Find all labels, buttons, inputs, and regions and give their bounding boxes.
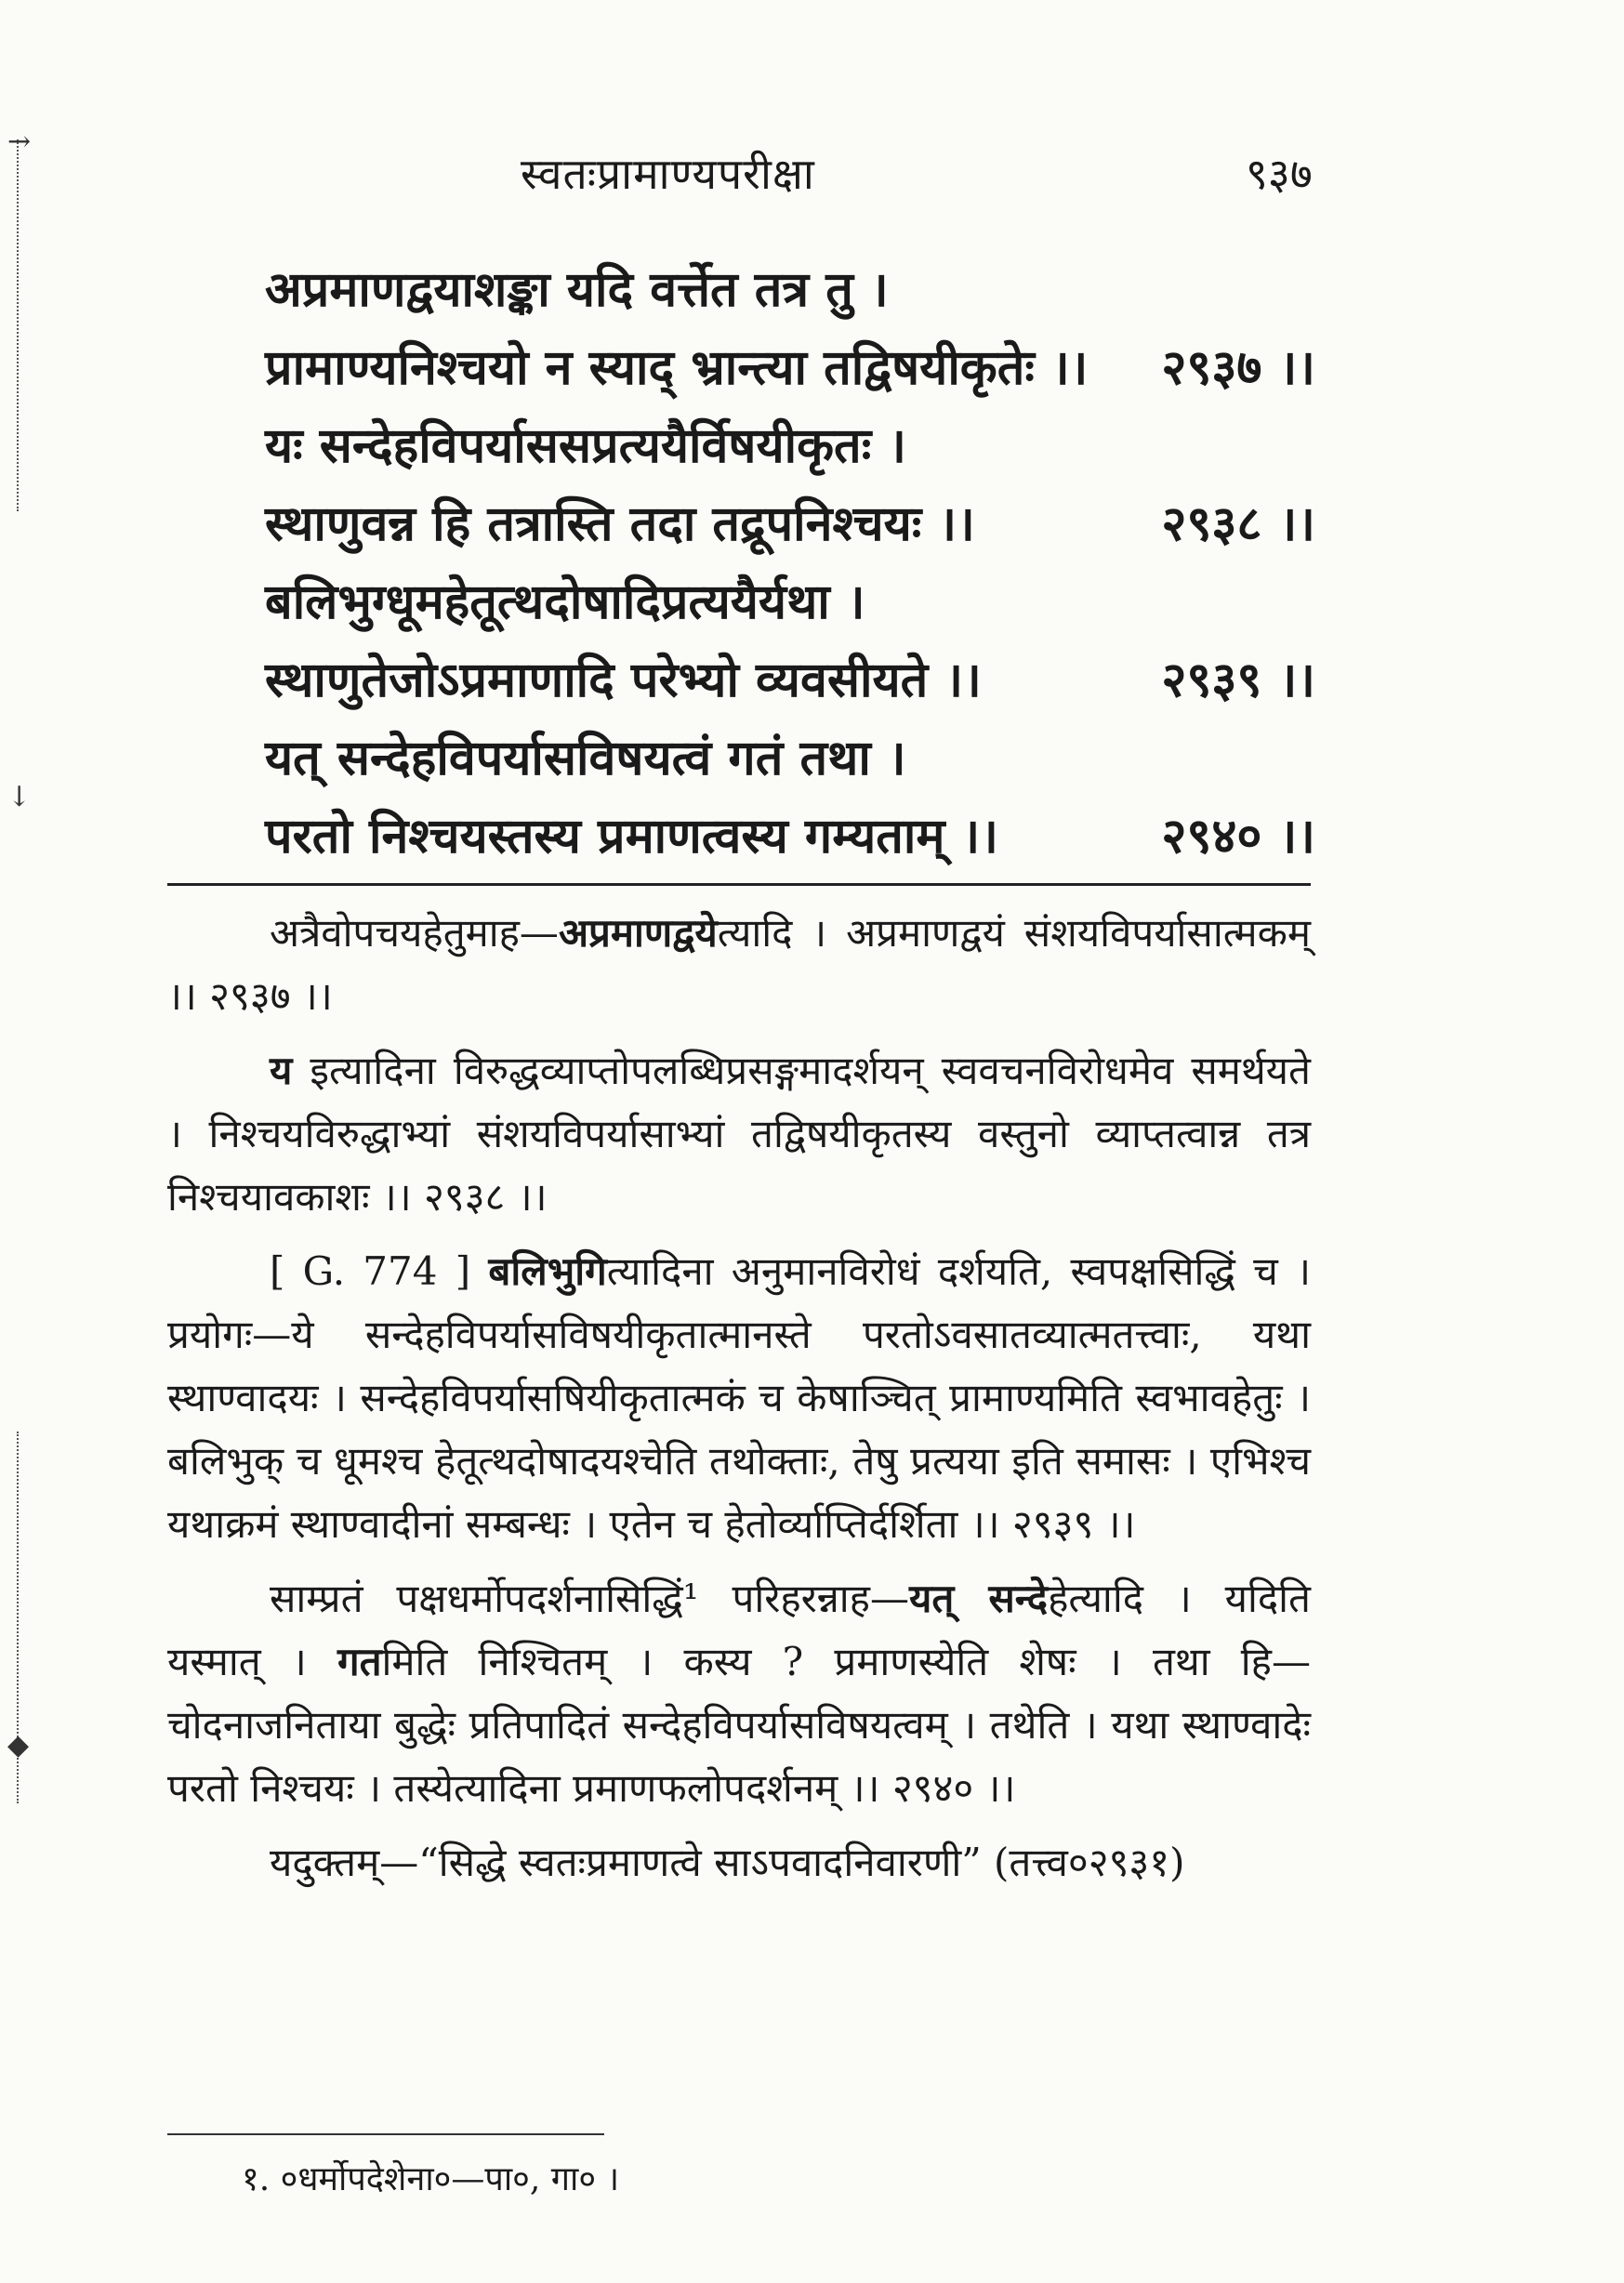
verse-text: स्थाणुवन्न हि तत्रास्ति तदा तद्रूपनिश्चयः ।। xyxy=(265,495,975,552)
commentary-paragraph-2938 xyxy=(167,1039,1311,1229)
verse-text: यः सन्देहविपर्याससप्रत्ययैर्विषयीकृतः । xyxy=(265,417,907,474)
margin-mark-arrow-top: → xyxy=(7,125,32,158)
verse-text: प्रामाण्यनिश्चयो न स्याद् भ्रान्त्या तद्विषयीकृतेः ।। xyxy=(265,339,1089,396)
commentary-text: अत्रैवोपचयहेतुमाह— xyxy=(270,910,559,956)
running-title: स्वतःप्रामाण्यपरीक्षा xyxy=(521,149,815,199)
verse-text: यत् सन्देहविपर्यासविषयत्वं गतं तथा । xyxy=(265,730,906,786)
footnote: १. ०धर्मोपदेशेना०—पा०, गा० । xyxy=(242,2160,620,2198)
pratika-keyword: य xyxy=(270,1048,293,1093)
verse-number: २९३७ ।। xyxy=(1161,339,1315,396)
commentary-text: यदुक्तम्—“सिद्धे स्वतःप्रमाणत्वे साऽपवादनिवारणी” (तत्त्व०२९३१) xyxy=(270,1840,1185,1885)
verse-line xyxy=(265,485,1315,563)
verse-line xyxy=(265,329,1315,407)
commentary-text: मिति निश्चितम् । कस्य ? प्रमाणस्येति शेषः । तथा हि—चोदनाजनिताया बुद्धेः प्रतिपादितं सन्देहविपर्यासविषयत्वम् । तथेति । यथा स्थाण्वादेः परतो निश्चयः । तस्येत्यादिना प्रमाणफलोपदर्शनम् ।। २९४० ।। xyxy=(167,1639,1311,1811)
pratika-keyword: बलिभुगि xyxy=(488,1248,607,1294)
margin-mark-arrow-bottom: ↓ xyxy=(7,781,32,813)
commentary-paragraph-2940 xyxy=(167,1567,1311,1820)
verse-text: अप्रमाणद्वयाशङ्का यदि वर्त्तेत तत्र तु । xyxy=(265,261,889,318)
verse-line xyxy=(265,251,1315,329)
commentary-text: त्यादिना अनुमानविरोधं दर्शयति, स्वपक्षसिद्धिं च । प्रयोगः—ये सन्देहविपर्यासविषयीकृतात्मानस्ते परतोऽवसातव्यात्मतत्त्वाः, यथा स्थाण्वादयः । सन्देहविपर्यासषियीकृतात्मकं च केषाञ्चित् प्रामाण्यमिति स्वभावहेतुः । बलिभुक् च धूमश्च हेतूत्थदोषादयश्चेति तथोक्ताः, तेषु प्रत्यया इति समासः । एभिश्च यथाक्रमं स्थाण्वादीनां सम्बन्धः । एतेन च हेतोर्व्याप्तिर्दर्शिता ।। २९३९ ।। xyxy=(167,1248,1311,1547)
verse-number: २९३९ ।। xyxy=(1161,652,1315,708)
verse-line xyxy=(265,563,1315,641)
pratika-keyword: यत् सन्दे xyxy=(908,1576,1049,1621)
verse-text: परतो निश्चयस्तस्य प्रमाणत्वस्य गम्यताम् ।। xyxy=(265,808,998,864)
verse-number: २९३८ ।। xyxy=(1161,495,1315,552)
commentary-text: साम्प्रतं पक्षधर्मोपदर्शनासिद्धिं¹ परिहरन्नाह— xyxy=(270,1576,909,1621)
verse-line xyxy=(265,641,1315,719)
commentary-text: त्यादि । अप्रमाणद्वयं संशयविपर्यासात्मकम् ।। २९३७ ।। xyxy=(167,910,1311,1019)
verse-line xyxy=(265,719,1315,798)
page-number: ९३७ xyxy=(1246,149,1313,199)
margin-mark-circle: ◆ xyxy=(7,1729,30,1762)
commentary-text: इत्यादिना विरुद्धव्याप्तोपलब्धिप्रसङ्गमादर्शयन् स्ववचनविरोधमेव समर्थयते । निश्चयविरुद्धाभ्यां संशयविपर्यासाभ्यां तद्विषयीकृतस्य वस्तुनो व्याप्तत्वान्न तत्र निश्चयावकाशः ।। २९३८ ।। xyxy=(167,1048,1311,1220)
verse-text: स्थाणुतेजोऽप्रमाणादि परेभ्यो व्यवसीयते ।। xyxy=(265,652,982,708)
commentary-paragraph-2939 xyxy=(167,1240,1311,1556)
footnote-divider xyxy=(167,2133,604,2135)
commentary-paragraph-quote xyxy=(167,1831,1311,1894)
commentary-block xyxy=(167,902,1311,1906)
pratika-keyword: अप्रमाणद्वये xyxy=(558,910,718,956)
verse-line xyxy=(265,798,1315,876)
verse-divider xyxy=(167,883,1311,886)
verse-line xyxy=(265,407,1315,485)
verse-text: बलिभुग्धूमहेतूत्थदोषादिप्रत्ययैर्यथा । xyxy=(265,574,865,630)
commentary-text: हेत्यादि । यदिति यस्मात् । xyxy=(167,1576,1311,1684)
verse-number: २९४० ।। xyxy=(1161,808,1315,864)
commentary-paragraph-2937 xyxy=(167,902,1311,1028)
page-header xyxy=(0,144,1624,209)
source-reference: [ G. 774 ] xyxy=(270,1248,489,1294)
pratika-keyword: गत xyxy=(337,1639,382,1684)
verse-block xyxy=(265,251,1315,876)
